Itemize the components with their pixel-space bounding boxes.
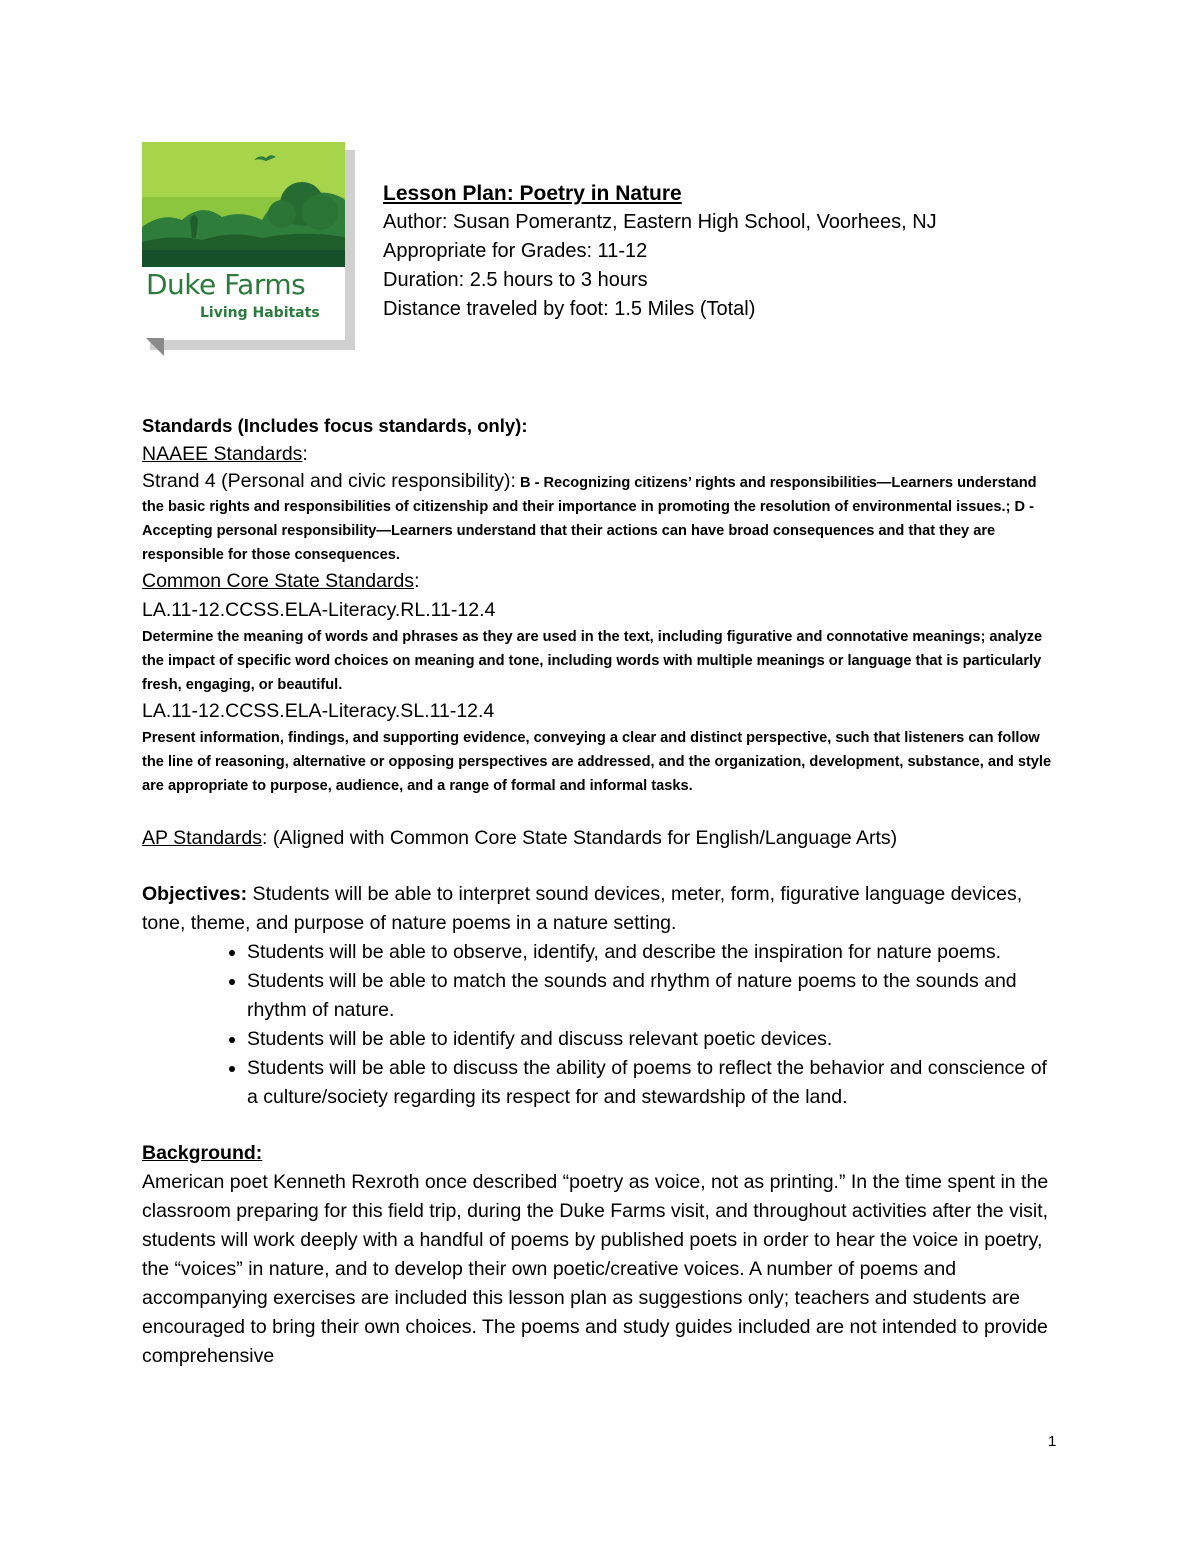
- strand-4-block: [142, 469, 1062, 567]
- objectives-paragraph: [142, 880, 1062, 938]
- objectives-list: [142, 938, 1062, 1112]
- background-heading: Background:: [142, 1142, 263, 1164]
- spacer: [142, 853, 1062, 880]
- duration-line: Duration: 2.5 hours to 3 hours: [383, 269, 648, 291]
- logo-tagline-text: Living Habitats: [200, 305, 320, 321]
- list-item: • Students will be able to observe, identify, and describe the inspiration for nature poems.: [247, 938, 1062, 967]
- list-item: • Students will be able to discuss the ability of poems to reflect the behavior and conscience of a culture/society regarding its respect for and stewardship of the land.: [247, 1054, 1062, 1112]
- logo-brand-text: Duke Farms: [146, 268, 306, 301]
- ap-heading: AP Standards: [142, 827, 262, 849]
- ccss-heading: Common Core State Standards: [142, 570, 415, 592]
- spacer: [142, 798, 1062, 824]
- ap-standards-line: [142, 824, 1062, 853]
- naaee-heading-line: [142, 440, 1062, 469]
- list-item: • Students will be able to identify and discuss relevant poetic devices.: [247, 1025, 1062, 1054]
- strand-text: B - Recognizing citizens’ rights and responsibilities—Learners understand the basic rights and responsibilities of citizenship and their importance in promoting the resolution of environmental issues.; D - Accepting personal responsibility—Learners understand that their actions can have broad consequences and that they are responsible for those consequences.: [142, 475, 1037, 563]
- ccss-heading-line: [142, 567, 1062, 596]
- author-line: Author: Susan Pomerantz, Eastern High School, Voorhees, NJ: [383, 211, 937, 233]
- ccss-colon: :: [414, 570, 420, 592]
- sl-code: LA.11-12.CCSS.ELA-Literacy.SL.11-12.4: [142, 700, 495, 722]
- naaee-colon: :: [302, 443, 308, 465]
- objectives-label: Objectives:: [142, 883, 248, 905]
- list-item: • Students will be able to match the sounds and rhythm of nature poems to the sounds and rhythm of nature.: [247, 967, 1062, 1025]
- background-text: American poet Kenneth Rexroth once described “poetry as voice, not as printing.” In the time spent in the classroom preparing for this field trip, during the Duke Farms visit, and throughout activities after the visit, students will work deeply with a handful of poems by published poets in order to hear the voice in poetry, the “voices” in nature, and to develop their own poetic/creative voices. A number of poems and accompanying exercises are included this lesson plan as suggestions only; teachers and students are encouraged to bring their own choices. The poems and study guides included are not intended to provide comprehensive: [142, 1171, 1049, 1367]
- logo-card: [142, 142, 345, 340]
- sl-text: Present information, findings, and supporting evidence, conveying a clear and distinct perspective, such that listeners can follow the line of reasoning, alternative or opposing perspectives are addressed, and the organization, development, substance, and style are appropriate to purpose, audience, and a range of formal and informal tasks.: [142, 730, 1052, 794]
- rl-code: LA.11-12.CCSS.ELA-Literacy.RL.11-12.4: [142, 599, 496, 621]
- standards-heading: Standards (Includes focus standards, only):: [142, 415, 528, 436]
- rl-text: Determine the meaning of words and phrases as they are used in the text, including figurative and connotative meanings; analyze the impact of specific word choices on meaning and tone, including words with multiple meanings or language that is particularly fresh, engaging, or beautiful.: [142, 629, 1043, 693]
- objectives-intro: Students will be able to interpret sound devices, meter, form, figurative language devices, tone, theme, and purpose of nature poems in a nature setting.: [142, 883, 1023, 934]
- landscape-illustration: [142, 142, 345, 267]
- duke-farms-logo: [142, 142, 357, 357]
- spacer: [142, 1112, 1062, 1139]
- grades-line: Appropriate for Grades: 11-12: [383, 240, 648, 262]
- ap-text: : (Aligned with Common Core State Standards for English/Language Arts): [261, 827, 898, 849]
- strand-label: Strand 4 (Personal and civic responsibility):: [142, 470, 516, 492]
- distance-line: Distance traveled by foot: 1.5 Miles (Total): [383, 298, 756, 320]
- lesson-title: Lesson Plan: Poetry in Nature: [383, 182, 682, 205]
- logo-corner-fold: [146, 338, 164, 356]
- naaee-heading: NAAEE Standards: [142, 443, 303, 465]
- page-number: 1: [1048, 1433, 1057, 1450]
- main-content: [142, 411, 1062, 1371]
- lesson-header: [383, 179, 937, 324]
